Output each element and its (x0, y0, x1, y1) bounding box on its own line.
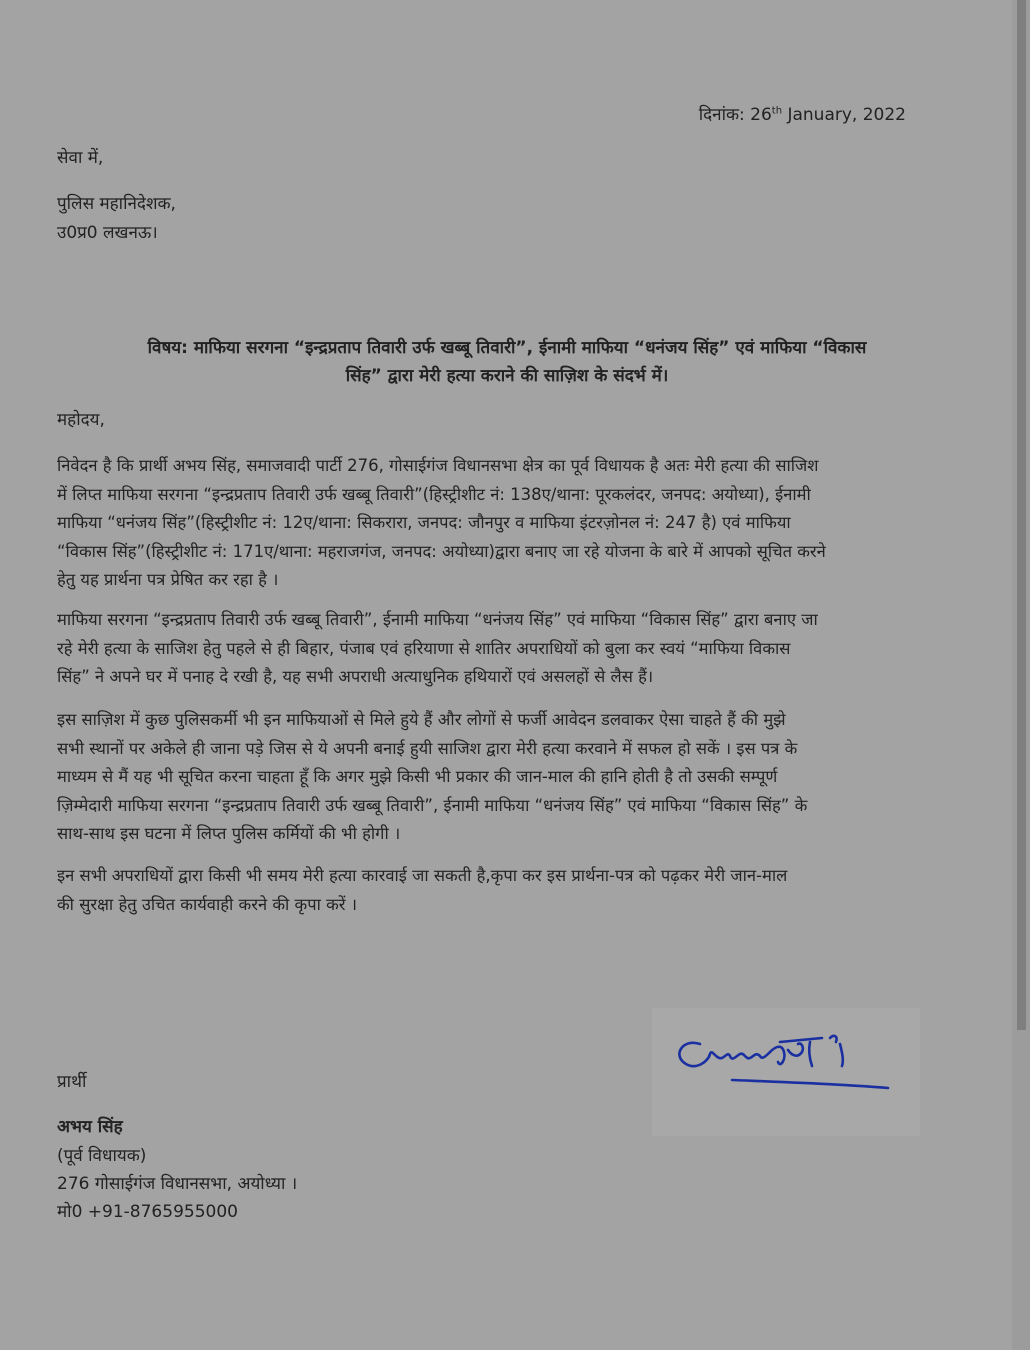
paragraph-line: रहे मेरी हत्या के साजिश हेतु पहले से ही बिहार, पंजाब एवं हरियाणा से शातिर अपराधियों को बुला कर स्वयं “माफिया विकास (57, 638, 791, 658)
signature-icon (652, 1008, 920, 1136)
signature (652, 1008, 920, 1136)
paragraph-line: सभी स्थानों पर अकेले ही जाना पड़े जिस से ये अपनी बनाई हुयी साजिश द्वारा मेरी हत्या करवाने में सफल हो सकें । इस पत्र के (57, 738, 798, 758)
paragraph-2 (57, 606, 927, 692)
paragraph-line: निवेदन है कि प्रार्थी अभय सिंह, समाजवादी पार्टी 276, गोसाईगंज विधानसभा क्षेत्र का पूर्व विधायक है अतः मेरी हत्या की साजिश (57, 456, 819, 475)
sender-designation: (पूर्व विधायक) (57, 1146, 147, 1166)
paragraph-line: साथ-साथ इस घटना में लिप्त पुलिस कर्मियों की भी होगी । (57, 824, 401, 843)
subject-line-2: सिंह” द्वारा मेरी हत्या कराने की साज़िश के संदर्भ में। (345, 366, 669, 386)
paragraph-line: ज़िम्मेदारी माफिया सरगना “इन्द्रप्रताप तिवारी उर्फ खब्बू तिवारी”, ईनामी माफिया “धनंजय सिंह” एवं माफिया “विकास सिंह” के (57, 795, 808, 815)
sender-address: 276 गोसाईगंज विधानसभा, अयोध्या । (57, 1174, 298, 1194)
paragraph-line: “विकास सिंह”(हिस्ट्रीशीट नं: 171ए/थाना: महराजगंज, जनपद: अयोध्या)द्वारा बनाए जा रहे योजना के बारे में आपको सूचित करने (57, 541, 826, 561)
subject-heading (57, 334, 957, 390)
recipient-title: पुलिस महानिदेशक, (57, 194, 176, 214)
paragraph-line: माफिया “धनंजय सिंह”(हिस्ट्रीशीट नं: 12ए/थाना: सिकरारा, जनपद: जौनपुर व माफिया इंटरज़ोनल नं: 247 है) एवं माफिया (57, 513, 791, 532)
closing: प्रार्थी (57, 1072, 87, 1092)
paragraph-line: इन सभी अपराधियों द्वारा किसी भी समय मेरी हत्या कारवाई जा सकती है,कृपा कर इस प्रार्थना-पत्र को पढ़कर मेरी जान-माल (57, 866, 788, 885)
scrollbar-thumb[interactable] (1017, 0, 1026, 1030)
salutation-to: सेवा में, (57, 148, 104, 168)
greeting: महोदय, (57, 410, 105, 430)
paragraph-1 (57, 452, 927, 595)
date-ordinal-suffix: th (771, 105, 783, 117)
paragraph-line: हेतु यह प्रार्थना पत्र प्रेषित कर रहा है । (57, 570, 279, 589)
date-prefix: दिनांक: 26 (698, 105, 772, 125)
sender-name: अभय सिंह (57, 1117, 123, 1137)
paragraph-3 (57, 706, 927, 849)
paragraph-line: इस साज़िश में कुछ पुलिसकर्मी भी इन माफियाओं से मिले हुये हैं और लोगों से फर्जी आवेदन डलवाकर ऐसा चाहते हैं की मुझे (57, 710, 786, 729)
date-rest: January, 2022 (782, 105, 906, 125)
paragraph-line: माफिया सरगना “इन्द्रप्रताप तिवारी उर्फ खब्बू तिवारी”, ईनामी माफिया “धनंजय सिंह” एवं माफिया “विकास सिंह” द्वारा बनाए जा (57, 610, 818, 629)
paragraph-line: सिंह” ने अपने घर में पनाह दे रखी है, यह सभी अपराधी अत्याधुनिक हथियारों एवं असलहों से लैस हैं। (57, 667, 654, 686)
paragraph-line: माध्यम से मैं यह भी सूचित करना चाहता हूँ कि अगर मुझे किसी भी प्रकार की जान-माल की हानि होती है तो उसकी सम्पूर्ण (57, 767, 778, 786)
paragraph-line: की सुरक्षा हेतु उचित कार्यवाही करने की कृपा करें । (57, 894, 358, 914)
scrollbar[interactable] (1012, 0, 1030, 1350)
letter-date (699, 102, 906, 125)
sender-mobile: मो0 +91-8765955000 (57, 1202, 238, 1222)
subject-line-1: विषय: माफिया सरगना “इन्द्रप्रताप तिवारी उर्फ खब्बू तिवारी”, ईनामी माफिया “धनंजय सिंह” एवं माफिया “विकास (147, 338, 867, 358)
paragraph-4 (57, 862, 927, 919)
paragraph-line: में लिप्त माफिया सरगना “इन्द्रप्रताप तिवारी उर्फ खब्बू तिवारी”(हिस्ट्रीशीट नं: 138ए/थाना: पूरकलंदर, जनपद: अयोध्या), ईनामी (57, 484, 811, 504)
recipient-place: उ0प्र0 लखनऊ। (57, 223, 158, 243)
